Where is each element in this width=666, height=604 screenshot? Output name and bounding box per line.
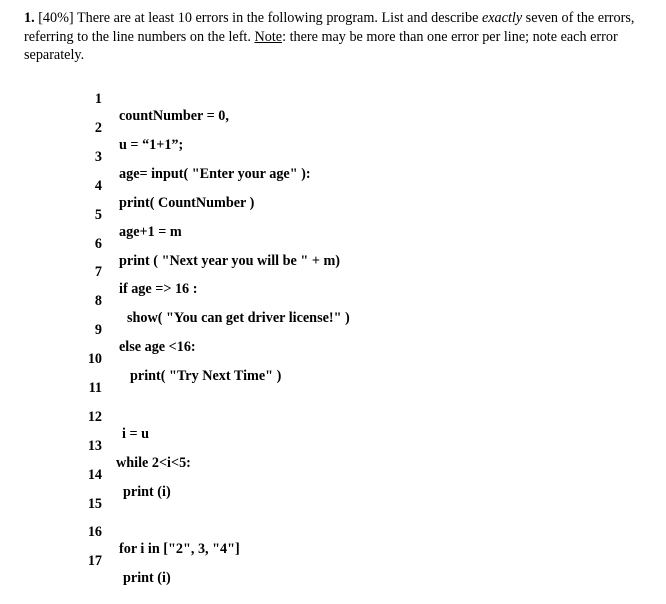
code-text: age+1 = m <box>119 224 182 240</box>
code-text: print ( "Next year you will be " + m) <box>119 253 340 269</box>
code-text: countNumber = 0, <box>119 108 229 124</box>
line-number: 3 <box>94 149 102 165</box>
code-line <box>0 479 102 512</box>
line-number: 9 <box>94 322 102 338</box>
code-line <box>0 392 150 442</box>
note-text: : there may be more than one error per line; note each error separately. <box>24 28 618 63</box>
line-number: 11 <box>88 380 102 396</box>
code-line <box>0 305 196 355</box>
code-text: print (i) <box>123 484 171 500</box>
line-number: 8 <box>94 293 102 309</box>
line-number: 5 <box>94 207 102 223</box>
code-line <box>0 536 171 586</box>
line-number: 2 <box>94 120 102 136</box>
code-text: u = “1+1”; <box>119 137 184 153</box>
line-number: 6 <box>94 236 102 252</box>
line-number: 7 <box>94 264 102 280</box>
code-text: else age <16: <box>119 339 196 355</box>
line-number: 17 <box>87 553 102 569</box>
question-number: 1. <box>24 10 35 26</box>
question-weight: [40%] <box>38 10 74 26</box>
code-text: for i in ["2", 3, "4"] <box>119 541 240 557</box>
code-line <box>0 363 102 396</box>
line-number: 16 <box>87 524 102 540</box>
code-text: print (i) <box>123 570 171 586</box>
code-text: i = u <box>122 426 150 442</box>
code-text: print( "Try Next Time" ) <box>130 368 282 384</box>
line-number: 12 <box>87 409 102 425</box>
code-line <box>0 507 240 557</box>
code-line <box>0 74 229 124</box>
line-number: 4 <box>94 178 102 194</box>
line-number: 10 <box>87 351 102 367</box>
line-number: 1 <box>94 91 102 107</box>
code-text: if age => 16 : <box>119 281 198 297</box>
code-text: age= input( "Enter your age" ): <box>119 166 311 182</box>
question-prompt <box>24 9 646 65</box>
question-emphasis: exactly <box>481 10 523 26</box>
code-text: while 2<i<5: <box>116 455 191 471</box>
line-number: 13 <box>87 438 102 454</box>
line-number: 14 <box>87 467 102 483</box>
line-number: 15 <box>87 496 102 512</box>
question-text-b: seven of the errors, referring to the line numbers on the left. <box>24 10 635 45</box>
code-line <box>0 190 182 240</box>
note-label: Note <box>254 28 283 45</box>
code-text: show( "You can get driver license!" ) <box>127 310 350 326</box>
code-line <box>0 247 198 297</box>
question-text-a: There are at least 10 errors in the following program. List and describe <box>76 10 479 26</box>
code-text: print( CountNumber ) <box>119 195 255 211</box>
